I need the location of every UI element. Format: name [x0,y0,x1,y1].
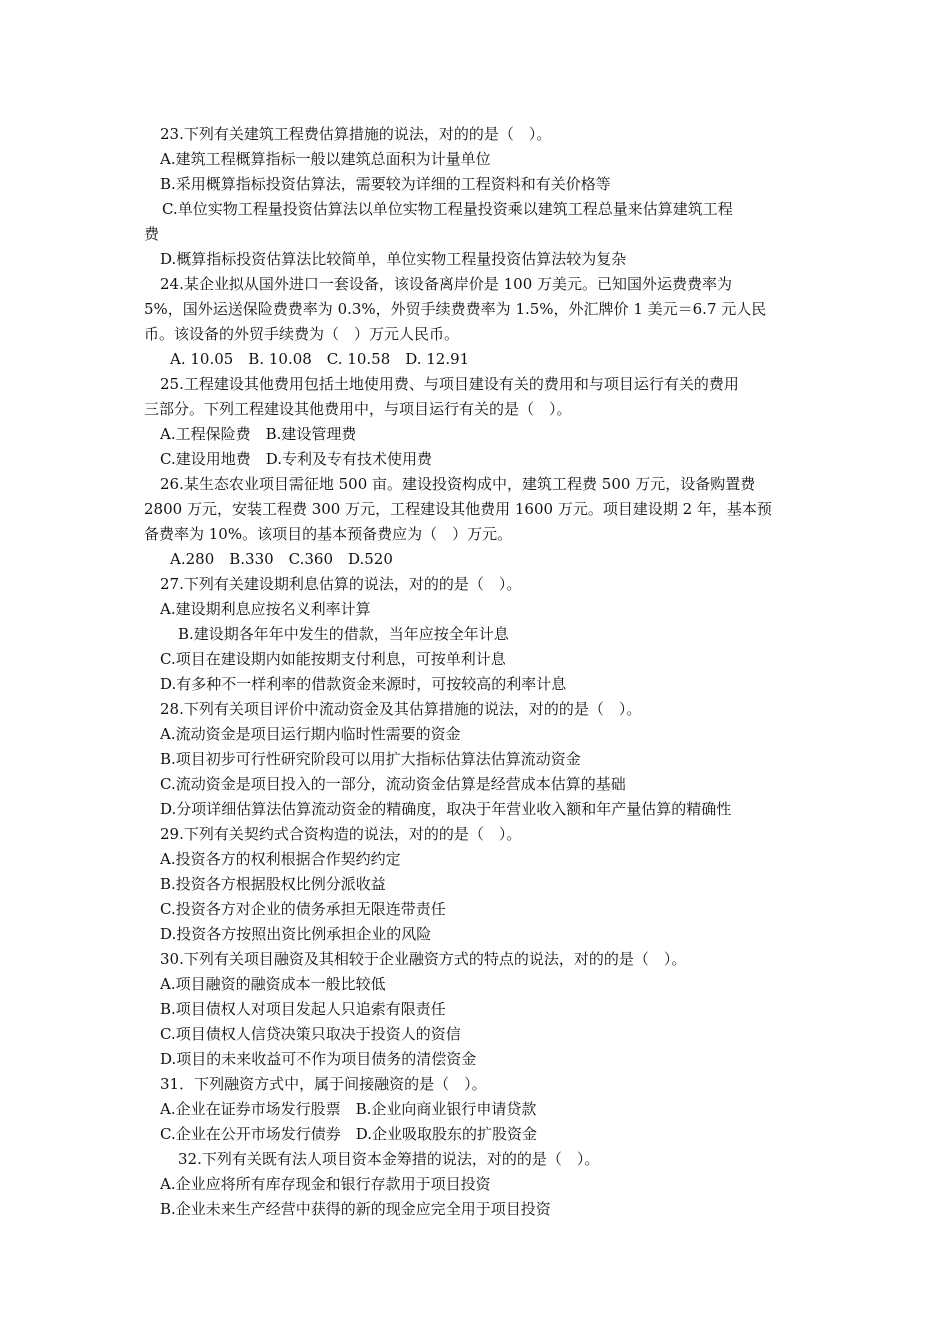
q24-stem-cont-1: 5%，国外运送保险费费率为 0.3%，外贸手续费费率为 1.5%，外汇牌价 1 美元＝6.7 元人民 [144,300,767,318]
q31-options-cd: C.企业在公开市场发行债券 D.企业吸取股东的扩股资金 [160,1125,537,1143]
q28-option-d: D.分项详细估算法估算流动资金的精确度，取决于年营业收入额和年产量估算的精确性 [160,800,732,818]
q26-stem-cont-2: 备费率为 10%。该项目的基本预备费应为（ ）万元。 [144,525,513,543]
q23-option-d: D.概算指标投资估算法比较简单，单位实物工程量投资估算法较为复杂 [160,250,627,268]
q24-options: A. 10.05 B. 10.08 C. 10.58 D. 12.91 [170,350,470,368]
q24-stem: 24.某企业拟从国外进口一套设备，该设备离岸价是 100 万美元。已知国外运费费率为 [160,275,733,293]
q25-options-ab: A.工程保险费 B.建设管理费 [160,425,357,443]
q25-stem: 25.工程建设其他费用包括土地使用费、与项目建设有关的费用和与项目运行有关的费用 [160,375,739,393]
q31-options-ab: A.企业在证券市场发行股票 B.企业向商业银行申请贷款 [160,1100,537,1118]
q27-option-b: B.建设期各年年中发生的借款，当年应按全年计息 [178,625,509,643]
q29-option-c: C.投资各方对企业的债务承担无限连带责任 [160,900,446,918]
q27-option-c: C.项目在建设期内如能按期支付利息，可按单利计息 [160,650,506,668]
q29-option-d: D.投资各方按照出资比例承担企业的风险 [160,925,432,943]
q28-option-b: B.项目初步可行性研究阶段可以用扩大指标估算法估算流动资金 [160,750,581,768]
q31-stem: 31．下列融资方式中，属于间接融资的是（ ）。 [160,1075,487,1093]
q32-option-b: B.企业未来生产经营中获得的新的现金应完全用于项目投资 [160,1200,551,1218]
q23-option-b: B.采用概算指标投资估算法，需要较为详细的工程资料和有关价格等 [160,175,611,193]
q25-stem-cont: 三部分。下列工程建设其他费用中，与项目运行有关的是（ ）。 [144,400,572,418]
q23-option-a: A.建筑工程概算指标一般以建筑总面积为计量单位 [160,150,491,168]
q24-stem-cont-2: 币。该设备的外贸手续费为（ ）万元人民币。 [144,325,460,343]
q30-option-a: A.项目融资的融资成本一般比较低 [160,975,386,993]
q30-option-c: C.项目债权人信贷决策只取决于投资人的资信 [160,1025,461,1043]
q29-stem: 29.下列有关契约式合资构造的说法，对的的是（ ）。 [160,825,522,843]
q30-option-b: B.项目债权人对项目发起人只追索有限责任 [160,1000,446,1018]
q26-stem: 26.某生态农业项目需征地 500 亩。建设投资构成中，建筑工程费 500 万元，设备购置费 [160,475,756,493]
q27-option-d: D.有多种不一样利率的借款资金来源时，可按较高的利率计息 [160,675,567,693]
q25-options-cd: C.建设用地费 D.专利及专有技术使用费 [160,450,432,468]
q23-option-c: C.单位实物工程量投资估算法以单位实物工程量投资乘以建筑工程总量来估算建筑工程 [162,200,733,218]
q30-option-d: D.项目的未来收益可不作为项目债务的清偿资金 [160,1050,477,1068]
q32-option-a: A.企业应将所有库存现金和银行存款用于项目投资 [160,1175,491,1193]
q27-stem: 27.下列有关建设期利息估算的说法，对的的是（ ）。 [160,575,522,593]
q32-stem: 32.下列有关既有法人项目资本金筹措的说法，对的的是（ ）。 [178,1150,600,1168]
q28-stem: 28.下列有关项目评价中流动资金及其估算措施的说法，对的的是（ ）。 [160,700,642,718]
q29-option-b: B.投资各方根据股权比例分派收益 [160,875,386,893]
q30-stem: 30.下列有关项目融资及其相较于企业融资方式的特点的说法，对的的是（ ）。 [160,950,687,968]
q26-stem-cont-1: 2800 万元，安装工程费 300 万元，工程建设其他费用 1600 万元。项目建设期 2 年，基本预 [144,500,772,518]
q23-stem: 23.下列有关建筑工程费估算措施的说法，对的的是（ ）。 [160,125,552,143]
q23-option-c-cont: 费 [144,225,160,243]
q29-option-a: A.投资各方的权利根据合作契约约定 [160,850,401,868]
q28-option-c: C.流动资金是项目投入的一部分，流动资金估算是经营成本估算的基础 [160,775,626,793]
q26-options: A.280 B.330 C.360 D.520 [170,550,393,568]
q27-option-a: A.建设期利息应按名义利率计算 [160,600,371,618]
q28-option-a: A.流动资金是项目运行期内临时性需要的资金 [160,725,461,743]
